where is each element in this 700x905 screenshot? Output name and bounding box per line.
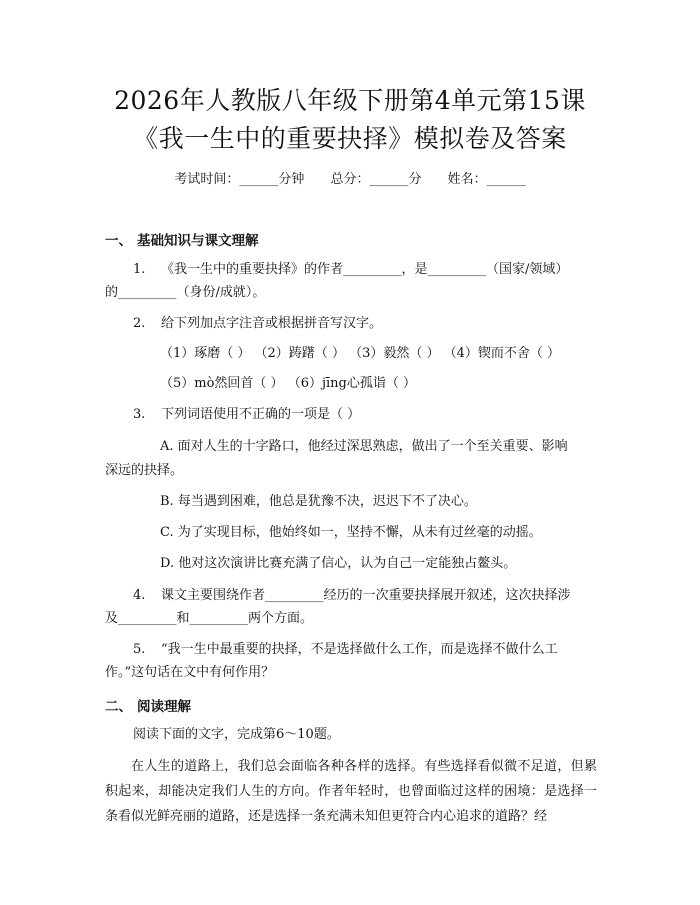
exam-time: 考试时间：______分钟 <box>174 172 305 187</box>
question-2-items-row2: （5）mò然回首（ ） （6）jīng心孤诣（ ） <box>160 376 416 391</box>
exam-meta <box>0 168 700 187</box>
option-d: D. 他对这次演讲比赛充满了信心，认为自己一定能独占鳌头。 <box>160 556 517 571</box>
question-1 <box>133 260 568 280</box>
question-1-cont: 的_________（身份/成就）。 <box>105 285 266 300</box>
question-text: 《我一生中的重要抉择》的作者_________，是_________（国家/领域） <box>161 262 569 277</box>
question-number: 2. <box>133 316 146 331</box>
question-number: 3. <box>133 407 146 422</box>
question-number: 4. <box>133 588 146 603</box>
question-2-items-row1: （1）琢磨（ ） （2）踌躇（ ） （3）毅然（ ） （4）锲而不舍（ ） <box>160 346 561 361</box>
section-title: 基础知识与课文理解 <box>137 233 259 249</box>
option-a-cont: 深远的抉择。 <box>105 463 184 478</box>
question-2 <box>133 314 382 334</box>
question-text: “我一生中最重要的抉择，不是选择做什么工作，而是选择不做什么工 <box>161 642 558 657</box>
section-heading-2 <box>105 695 191 715</box>
exam-title-line1: 2026年人教版八年级下册第4单元第15课 <box>114 86 586 115</box>
section-number: 一、 <box>105 233 132 249</box>
exam-score: 总分：______分 <box>330 172 422 187</box>
question-text: 课文主要围绕作者_________经历的一次重要抉择展开叙述，这次抉择涉 <box>161 588 571 603</box>
question-5-cont: 作。”这句话在文中有何作用？ <box>105 665 275 680</box>
exam-name: 姓名：______ <box>447 172 526 187</box>
question-number: 1. <box>133 262 146 277</box>
section-number: 二、 <box>105 699 132 715</box>
question-4 <box>133 586 571 606</box>
section-title: 阅读理解 <box>137 699 191 715</box>
question-5 <box>133 640 558 660</box>
reading-intro: 阅读下面的文字，完成第6～10题。 <box>133 727 340 742</box>
option-a: A. 面对人生的十字路口，他经过深思熟虑，做出了一个至关重要、影响 <box>160 439 568 454</box>
question-4-cont: 及_________和_________两个方面。 <box>105 611 314 626</box>
option-b: B. 每当遇到困难，他总是犹豫不决，迟迟下不了决心。 <box>160 494 477 509</box>
option-c: C. 为了实现目标，他始终如一，坚持不懈，从未有过丝毫的动摇。 <box>160 525 542 540</box>
reading-passage: 在人生的道路上，我们总会面临各种各样的选择。有些选择看似微不足道，但累积起来，却能决定我们人生的方向。作者年轻时，也曾面临过这样的困境：是选择一条看似光鲜亮丽的道路，还是选择一条充满未知但更符合内心追求的道路？经 <box>105 759 597 824</box>
question-number: 5. <box>133 642 146 657</box>
question-3 <box>133 405 360 425</box>
question-text: 给下列加点字注音或根据拼音写汉字。 <box>161 316 383 331</box>
exam-title-line2: 《我一生中的重要抉择》模拟卷及答案 <box>133 124 567 153</box>
section-heading-1 <box>105 229 259 249</box>
question-text: 下列词语使用不正确的一项是（ ） <box>161 407 361 422</box>
